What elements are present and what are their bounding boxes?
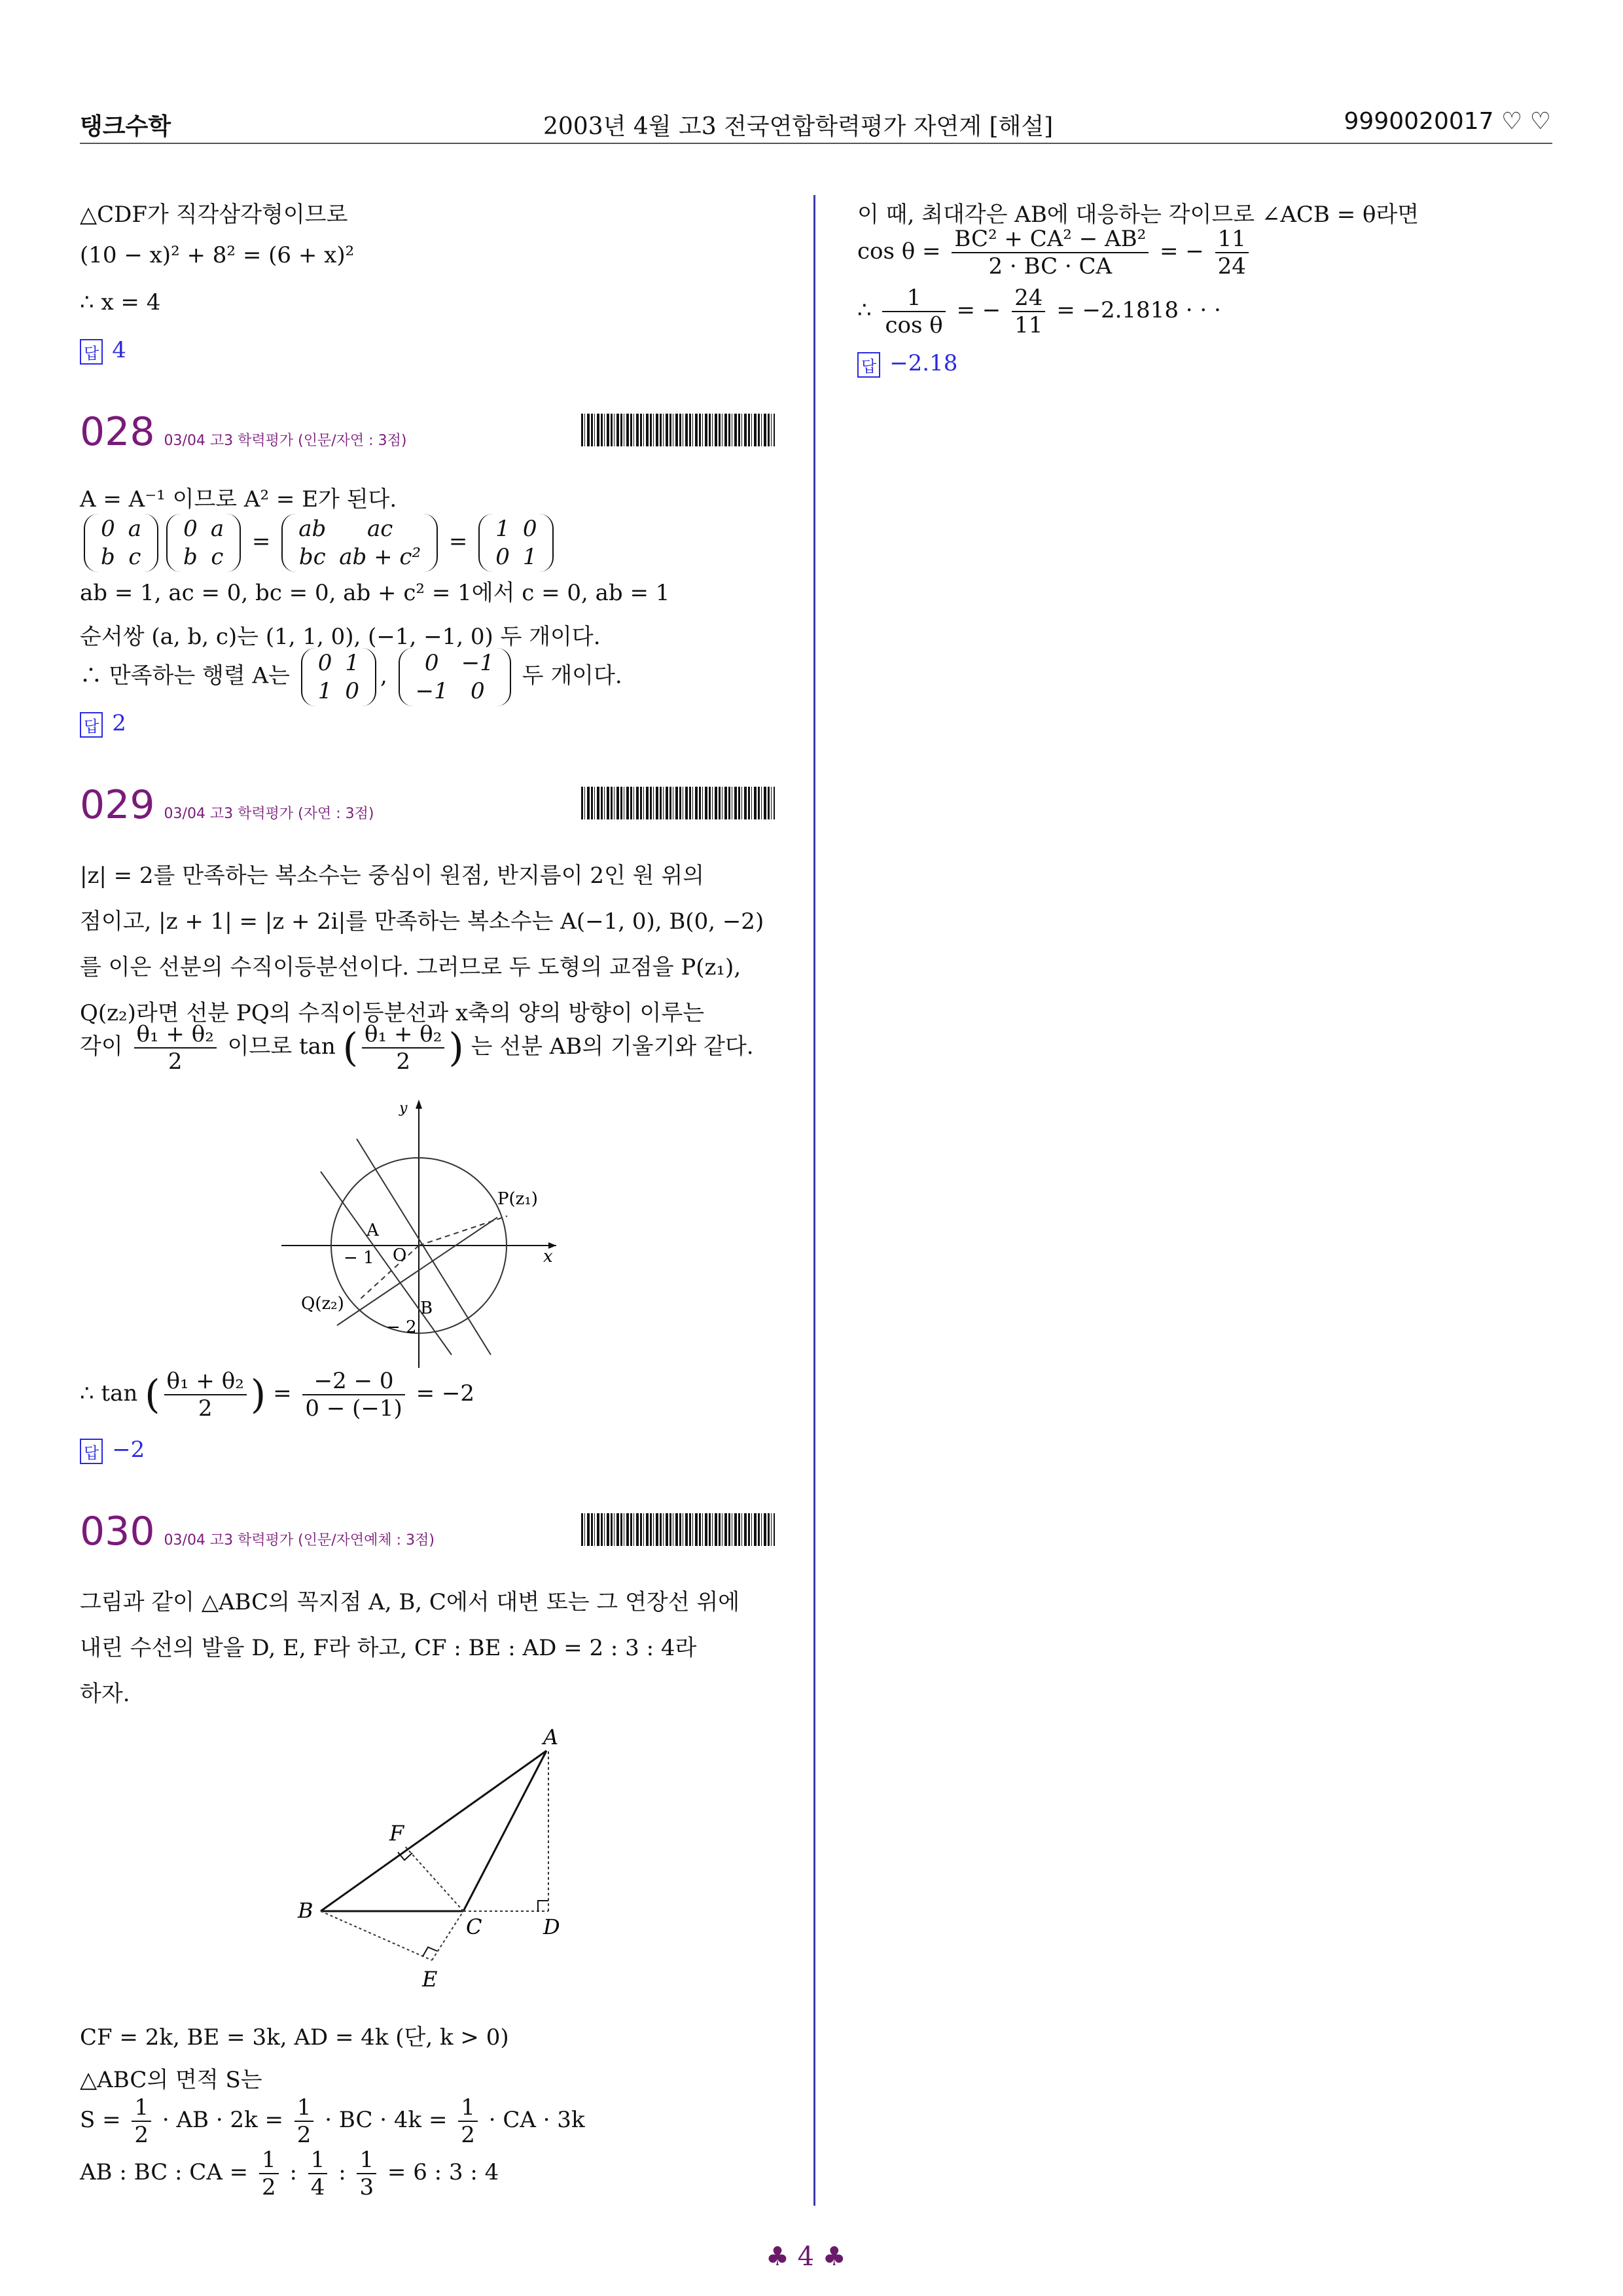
column-divider — [813, 195, 815, 2206]
question-number: 028 — [80, 409, 155, 455]
q028-matrix-equation: 0 a b c 0 a b c = ab ac bc ab + c² = 1 0 0 1 — [80, 514, 558, 572]
point-q-label: Q(z₂) — [301, 1294, 344, 1314]
q030-heading — [80, 1509, 435, 1554]
answer-label: 답 — [80, 1439, 103, 1464]
q030-ratio-equation: AB : BC : CA = $\frac{1}{2}$ : $\frac{1}{4}$ : $\frac{1}{3}$ = 6 : 3 : 4 — [80, 2147, 499, 2200]
matrix-a: 0 a b c — [84, 514, 158, 572]
q030-line-5: △ABC의 면적 S는 — [80, 2067, 262, 2093]
q027-line-2: (10 − x)² + 8² = (6 + x)² — [80, 242, 355, 268]
matrix-a-2: 0 a b c — [166, 514, 241, 572]
point-f-label: F — [389, 1821, 404, 1846]
answer-label: 답 — [857, 352, 880, 378]
point-a-label: A — [366, 1221, 379, 1240]
q029-line-4: Q(z₂)라면 선분 PQ의 수직이등분선과 x축의 양의 방향이 이루는 — [80, 1000, 705, 1026]
q029-result: ∴ tan ( $\frac{\text{θ₁ + θ₂}}{2}$ ) = $\frac{-2 - 0}{0 - (-1)}$ = −2 — [80, 1368, 474, 1422]
barcode — [581, 1513, 775, 1546]
inverse-cosine-equation: ∴ $\frac{1}{\text{cos θ}}$ = − $\frac{24}{11}$ = −2.1818 · · · — [857, 285, 1221, 338]
document-id: 9990020017 ♡ ♡ — [1344, 108, 1551, 135]
origin-label: O — [393, 1246, 407, 1265]
answer-label: 답 — [80, 339, 103, 365]
q030-line-4: CF = 2k, BE = 3k, AD = 4k (단, k > 0) — [80, 2024, 509, 2051]
answer-value: −2.18 — [889, 350, 958, 376]
vertex-a-label: A — [543, 1725, 559, 1749]
q030-line-2: 내린 수선의 발을 D, E, F라 하고, CF : BE : AD = 2 : 3 : 4라 — [80, 1635, 697, 1661]
minus-one-label: − 1 — [344, 1248, 374, 1268]
point-d-label: D — [543, 1914, 560, 1939]
publisher-name: 탱크수학 — [80, 113, 171, 140]
vertex-b-label: B — [298, 1898, 313, 1923]
question-meta: 03/04 고3 학력평가 (자연 : 3점) — [164, 806, 374, 822]
answer-value: −2 — [112, 1437, 145, 1463]
q030-line-1: 그림과 같이 △ABC의 꼭지점 A, B, C에서 대변 또는 그 연장선 위에 — [80, 1589, 740, 1615]
answer-label: 답 — [80, 712, 103, 738]
right-line-1: 이 때, 최대각은 AB에 대응하는 각이므로 ∠ACB = θ라면 — [857, 202, 1419, 228]
q028-line-5: ∴ 만족하는 행렬 A는 0 1 1 0 , 0 −1 −1 0 두 개이다. — [80, 648, 622, 706]
question-number: 030 — [80, 1509, 155, 1554]
q029-line-3: 를 이은 선분의 수직이등분선이다. 그러므로 두 도형의 교점을 P(z₁), — [80, 954, 741, 980]
q030-area-equation: S = $\frac{1}{2}$ · AB · 2k = $\frac{1}{2}$ · BC · 4k = $\frac{1}{2}$ · CA · 3k — [80, 2094, 585, 2148]
solution-matrix-1: 0 1 1 0 — [301, 648, 376, 706]
q027-answer — [80, 337, 126, 365]
y-axis-label: y — [399, 1100, 408, 1117]
vertex-c-label: C — [466, 1914, 482, 1939]
q029-line-5: 각이 $\frac{\text{θ₁ + θ₂}}{2}$ 이므로 tan ( $\frac{\text{θ₁ + θ₂}}{2}$ ) 는 선분 AB의 기울기와 같다. — [80, 1021, 754, 1075]
q028-line-1: A = A⁻¹ 이므로 A² = E가 된다. — [80, 486, 397, 512]
q029-line-1: |z| = 2를 만족하는 복소수는 중심이 원점, 반지름이 2인 원 위의 — [80, 863, 705, 889]
q027-line-1: △CDF가 직각삼각형이므로 — [80, 202, 348, 228]
q028-line-3: ab = 1, ac = 0, bc = 0, ab + c² = 1에서 c = 0, ab = 1 — [80, 580, 670, 606]
point-p-label: P(z₁) — [497, 1189, 538, 1209]
point-b-label: B — [420, 1299, 433, 1318]
q030-line-3: 하자. — [80, 1681, 130, 1707]
page-number: ♣ 4 ♣ — [766, 2242, 846, 2272]
question-meta: 03/04 고3 학력평가 (인문/자연 : 3점) — [164, 433, 407, 449]
header-rule — [80, 143, 1552, 144]
point-e-label: E — [422, 1967, 438, 1992]
barcode — [581, 787, 775, 819]
q028-line-4: 순서쌍 (a, b, c)는 (1, 1, 0), (−1, −1, 0) 두 개이다. — [80, 624, 601, 650]
q029-heading — [80, 782, 374, 828]
q029-answer — [80, 1437, 145, 1464]
q028-heading — [80, 409, 406, 455]
triangle-diagram — [288, 1715, 602, 2003]
q030-answer — [857, 350, 957, 378]
q028-answer — [80, 710, 126, 738]
identity-matrix: 1 0 0 1 — [478, 514, 554, 572]
circle-diagram — [281, 1093, 582, 1374]
question-meta: 03/04 고3 학력평가 (인문/자연예체 : 3점) — [164, 1532, 435, 1549]
q029-line-2: 점이고, |z + 1| = |z + 2i|를 만족하는 복소수는 A(−1, 0), B(0, −2) — [80, 908, 764, 935]
minus-two-label: − 2 — [386, 1318, 417, 1337]
solution-matrix-2: 0 −1 −1 0 — [399, 648, 511, 706]
document-title: 2003년 4월 고3 전국연합학력평가 자연계 [해설] — [543, 113, 1054, 140]
barcode — [581, 414, 775, 446]
x-axis-label: x — [543, 1247, 553, 1266]
answer-value: 4 — [112, 337, 126, 363]
cosine-equation: cos θ = $\frac{\text{BC² + CA² − AB²}}{2 \cdot BC \cdot CA}$ = − $\frac{11}{24}$ — [857, 226, 1253, 279]
q027-line-3: ∴ x = 4 — [80, 289, 161, 315]
matrix-product: ab ac bc ab + c² — [281, 514, 438, 572]
question-number: 029 — [80, 782, 155, 828]
answer-value: 2 — [112, 710, 126, 736]
